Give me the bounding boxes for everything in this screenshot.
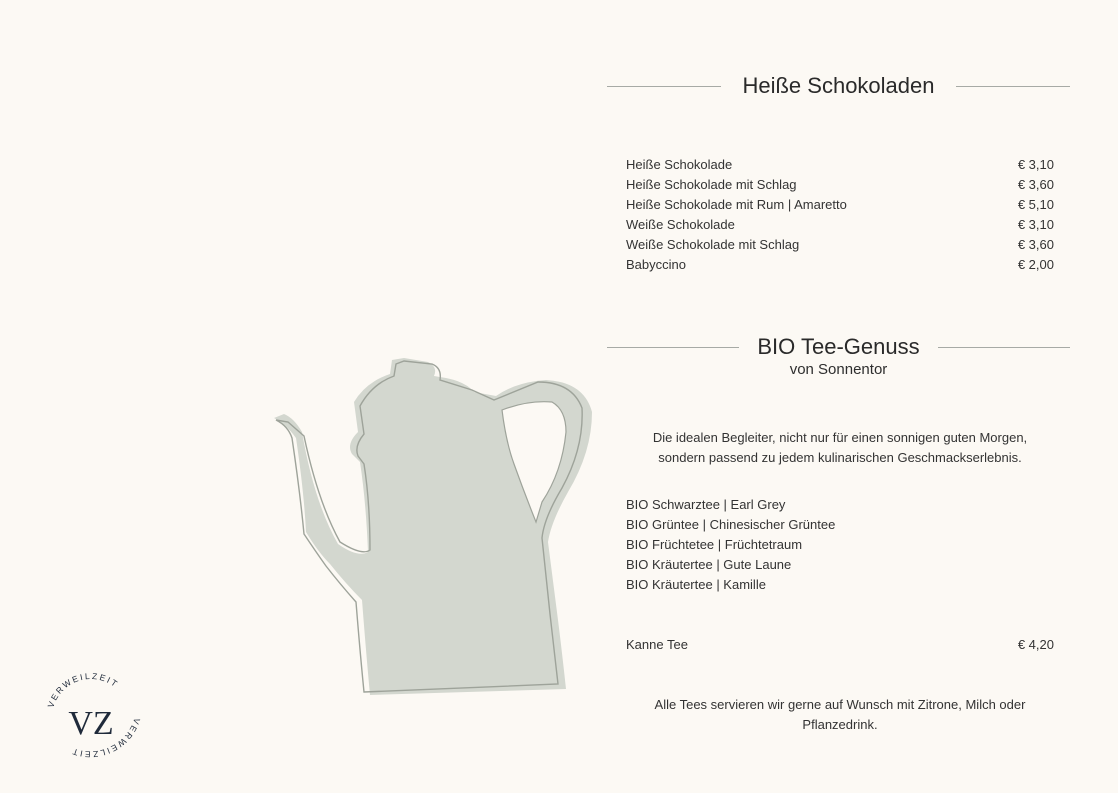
item-name: Babyccino — [626, 257, 686, 272]
item-price: € 3,60 — [1017, 177, 1054, 192]
tea-note — [626, 695, 1054, 735]
hot-chocolate-title: Heiße Schokoladen — [742, 73, 935, 98]
menu-item — [626, 175, 1054, 195]
divider-right — [938, 347, 1070, 348]
tea-subtitle: von Sonnentor — [789, 361, 888, 378]
menu-item — [626, 215, 1054, 235]
item-price: € 5,10 — [1017, 197, 1054, 212]
hot-chocolate-list — [626, 155, 1054, 275]
teapot-icon — [266, 352, 606, 697]
tea-note-line: Alle Tees servieren wir gerne auf Wunsch mit Zitrone, Milch oder — [654, 697, 1026, 712]
logo-monogram: VZ — [68, 705, 114, 742]
tea-varieties-list — [626, 495, 835, 595]
tea-intro-line: Die idealen Begleiter, nicht nur für einen sonnigen guten Morgen, — [652, 430, 1028, 445]
menu-item — [626, 255, 1054, 275]
menu-item — [626, 155, 1054, 175]
menu-item — [626, 195, 1054, 215]
tea-note-line: Pflanzedrink. — [802, 717, 878, 732]
tea-variety: BIO Kräutertee | Kamille — [626, 577, 766, 592]
item-name: Weiße Schokolade — [626, 217, 735, 232]
item-name: Kanne Tee — [626, 637, 688, 652]
item-price: € 3,10 — [1017, 157, 1054, 172]
item-price: € 4,20 — [1017, 637, 1054, 652]
tea-header — [607, 332, 1070, 362]
item-price: € 2,00 — [1017, 257, 1054, 272]
tea-intro — [626, 428, 1054, 468]
tea-title: BIO Tee-Genuss — [757, 334, 920, 359]
tea-variety: BIO Schwarztee | Earl Grey — [626, 497, 786, 512]
item-name: Heiße Schokolade — [626, 157, 733, 172]
tea-variety: BIO Grüntee | Chinesischer Grüntee — [626, 517, 836, 532]
verweilzeit-logo-icon — [30, 660, 152, 768]
item-name: Heiße Schokolade mit Schlag — [626, 177, 797, 192]
hot-chocolate-header — [607, 71, 1070, 101]
tea-variety: BIO Früchtetee | Früchtetraum — [626, 537, 803, 552]
item-price: € 3,60 — [1017, 237, 1054, 252]
logo-ring-text: VERWEILZEIT — [69, 716, 143, 760]
item-name: Weiße Schokolade mit Schlag — [626, 237, 800, 252]
item-name: Heiße Schokolade mit Rum | Amaretto — [626, 197, 847, 212]
divider-right — [956, 86, 1070, 87]
tea-intro-line: sondern passend zu jedem kulinarischen Geschmackserlebnis. — [658, 450, 1022, 465]
tea-pot-row — [626, 635, 1054, 655]
item-price: € 3,10 — [1017, 217, 1054, 232]
menu-item — [626, 235, 1054, 255]
logo-ring-text: VERWEILZEIT — [45, 670, 121, 709]
tea-variety: BIO Kräutertee | Gute Laune — [626, 557, 792, 572]
